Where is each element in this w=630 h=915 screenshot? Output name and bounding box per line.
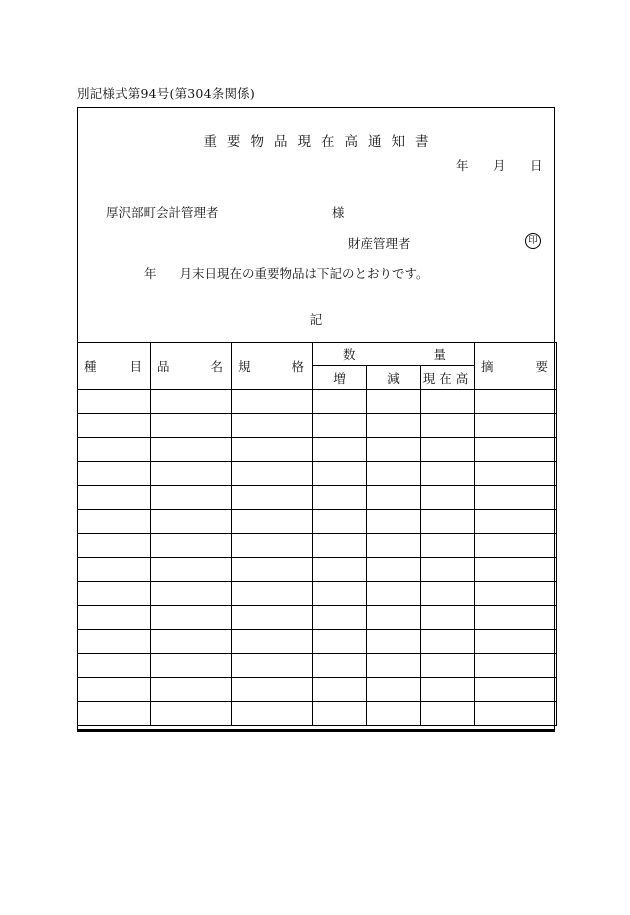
- table-cell: [367, 702, 421, 726]
- table-cell: [421, 654, 475, 678]
- table-cell: [367, 486, 421, 510]
- table-cell: [151, 558, 232, 582]
- table-cell: [151, 414, 232, 438]
- table-cell: [151, 390, 232, 414]
- table-cell: [367, 678, 421, 702]
- table-row: [78, 534, 557, 558]
- table-cell: [78, 630, 151, 654]
- date-month: 月: [493, 158, 506, 173]
- table-row: [78, 438, 557, 462]
- table-cell: [232, 510, 313, 534]
- table-cell: [232, 678, 313, 702]
- header-gen: 減: [367, 366, 421, 390]
- table-cell: [421, 534, 475, 558]
- table-cell: [232, 438, 313, 462]
- body-text: [144, 264, 429, 282]
- table-cell: [421, 582, 475, 606]
- header-hinmei: 品 名: [151, 343, 232, 390]
- table-cell: [313, 414, 367, 438]
- table-cell: [151, 486, 232, 510]
- table-cell: [421, 510, 475, 534]
- table-cell: [313, 510, 367, 534]
- table-row: [78, 462, 557, 486]
- table-cell: [475, 462, 557, 486]
- table-cell: [367, 534, 421, 558]
- table-cell: [421, 558, 475, 582]
- date-year: 年: [456, 158, 469, 173]
- table-cell: [475, 486, 557, 510]
- table-cell: [475, 702, 557, 726]
- table-cell: [232, 630, 313, 654]
- header-suryo: 数 量: [313, 343, 475, 366]
- table-cell: [151, 654, 232, 678]
- items-table: [77, 342, 557, 726]
- table-cell: [421, 462, 475, 486]
- table-row: [78, 414, 557, 438]
- table-row: [78, 582, 557, 606]
- table-cell: [232, 654, 313, 678]
- table-cell: [78, 582, 151, 606]
- table-cell: [151, 582, 232, 606]
- table-cell: [313, 390, 367, 414]
- table-row: [78, 486, 557, 510]
- table-cell: [475, 510, 557, 534]
- table-cell: [421, 486, 475, 510]
- table-body: [78, 390, 557, 726]
- table-cell: [367, 654, 421, 678]
- table-cell: [151, 438, 232, 462]
- table-cell: [367, 414, 421, 438]
- body-year: 年: [144, 266, 157, 281]
- table-cell: [232, 534, 313, 558]
- table-cell: [367, 462, 421, 486]
- table-row: [78, 510, 557, 534]
- table-cell: [367, 390, 421, 414]
- table-row: [78, 630, 557, 654]
- table-cell: [475, 414, 557, 438]
- table-cell: [421, 438, 475, 462]
- table-cell: [78, 534, 151, 558]
- form-title: 重要物品現在高通知書: [203, 134, 439, 150]
- table-cell: [475, 582, 557, 606]
- table-cell: [421, 390, 475, 414]
- table-cell: [367, 606, 421, 630]
- table-cell: [367, 438, 421, 462]
- header-genzaidaka: 現在高: [421, 366, 475, 390]
- table-cell: [313, 678, 367, 702]
- addressee: 厚沢部町会計管理者: [106, 205, 219, 220]
- table-cell: [367, 510, 421, 534]
- table-cell: [313, 438, 367, 462]
- table-cell: [78, 486, 151, 510]
- table-cell: [313, 702, 367, 726]
- header-shumoku: 種 目: [78, 343, 151, 390]
- table-cell: [421, 702, 475, 726]
- table-row: [78, 654, 557, 678]
- table-cell: [313, 462, 367, 486]
- table-cell: [78, 558, 151, 582]
- table-cell: [475, 390, 557, 414]
- honorific: 様: [332, 205, 345, 220]
- table-cell: [475, 678, 557, 702]
- bottom-rule: [77, 729, 555, 732]
- table-cell: [313, 486, 367, 510]
- table-cell: [78, 702, 151, 726]
- table-cell: [151, 678, 232, 702]
- header-tekiyo: 摘 要: [475, 343, 557, 390]
- sender-title: 財産管理者: [348, 236, 411, 251]
- table-cell: [151, 510, 232, 534]
- seal-mark-icon: 印: [525, 233, 541, 249]
- table-cell: [475, 606, 557, 630]
- table-cell: [232, 702, 313, 726]
- table-cell: [421, 414, 475, 438]
- table-cell: [421, 606, 475, 630]
- table-cell: [78, 654, 151, 678]
- date-day: 日: [530, 158, 543, 173]
- table-cell: [421, 630, 475, 654]
- table-row: [78, 606, 557, 630]
- table-cell: [313, 606, 367, 630]
- table-cell: [78, 414, 151, 438]
- table-cell: [151, 606, 232, 630]
- table-cell: [313, 630, 367, 654]
- table-cell: [421, 678, 475, 702]
- table-cell: [232, 462, 313, 486]
- table-cell: [313, 582, 367, 606]
- table-cell: [475, 558, 557, 582]
- table-cell: [475, 654, 557, 678]
- table-cell: [232, 486, 313, 510]
- ki-label: 記: [309, 312, 323, 327]
- table-cell: [151, 462, 232, 486]
- table-cell: [367, 630, 421, 654]
- form-caption: 別記様式第94号(第304条関係): [77, 86, 255, 101]
- table-cell: [475, 438, 557, 462]
- header-zo: 増: [313, 366, 367, 390]
- table-cell: [313, 654, 367, 678]
- table-cell: [475, 630, 557, 654]
- table-cell: [78, 510, 151, 534]
- table-cell: [78, 390, 151, 414]
- table-cell: [78, 462, 151, 486]
- table-cell: [367, 558, 421, 582]
- body-sentence: 月末日現在の重要物品は下記のとおりです。: [179, 266, 429, 281]
- table-row: [78, 390, 557, 414]
- table-cell: [78, 438, 151, 462]
- table-row: [78, 678, 557, 702]
- table-cell: [232, 582, 313, 606]
- table-cell: [151, 702, 232, 726]
- table-cell: [78, 678, 151, 702]
- table-cell: [313, 534, 367, 558]
- table-row: [78, 558, 557, 582]
- table-cell: [232, 414, 313, 438]
- notice-form: [77, 107, 555, 731]
- table-cell: [232, 390, 313, 414]
- table-cell: [313, 558, 367, 582]
- header-kikaku: 規 格: [232, 343, 313, 390]
- table-cell: [151, 534, 232, 558]
- table-cell: [78, 606, 151, 630]
- table-cell: [232, 558, 313, 582]
- table-cell: [232, 606, 313, 630]
- table-row: [78, 702, 557, 726]
- table-cell: [151, 630, 232, 654]
- table-cell: [367, 582, 421, 606]
- table-cell: [475, 534, 557, 558]
